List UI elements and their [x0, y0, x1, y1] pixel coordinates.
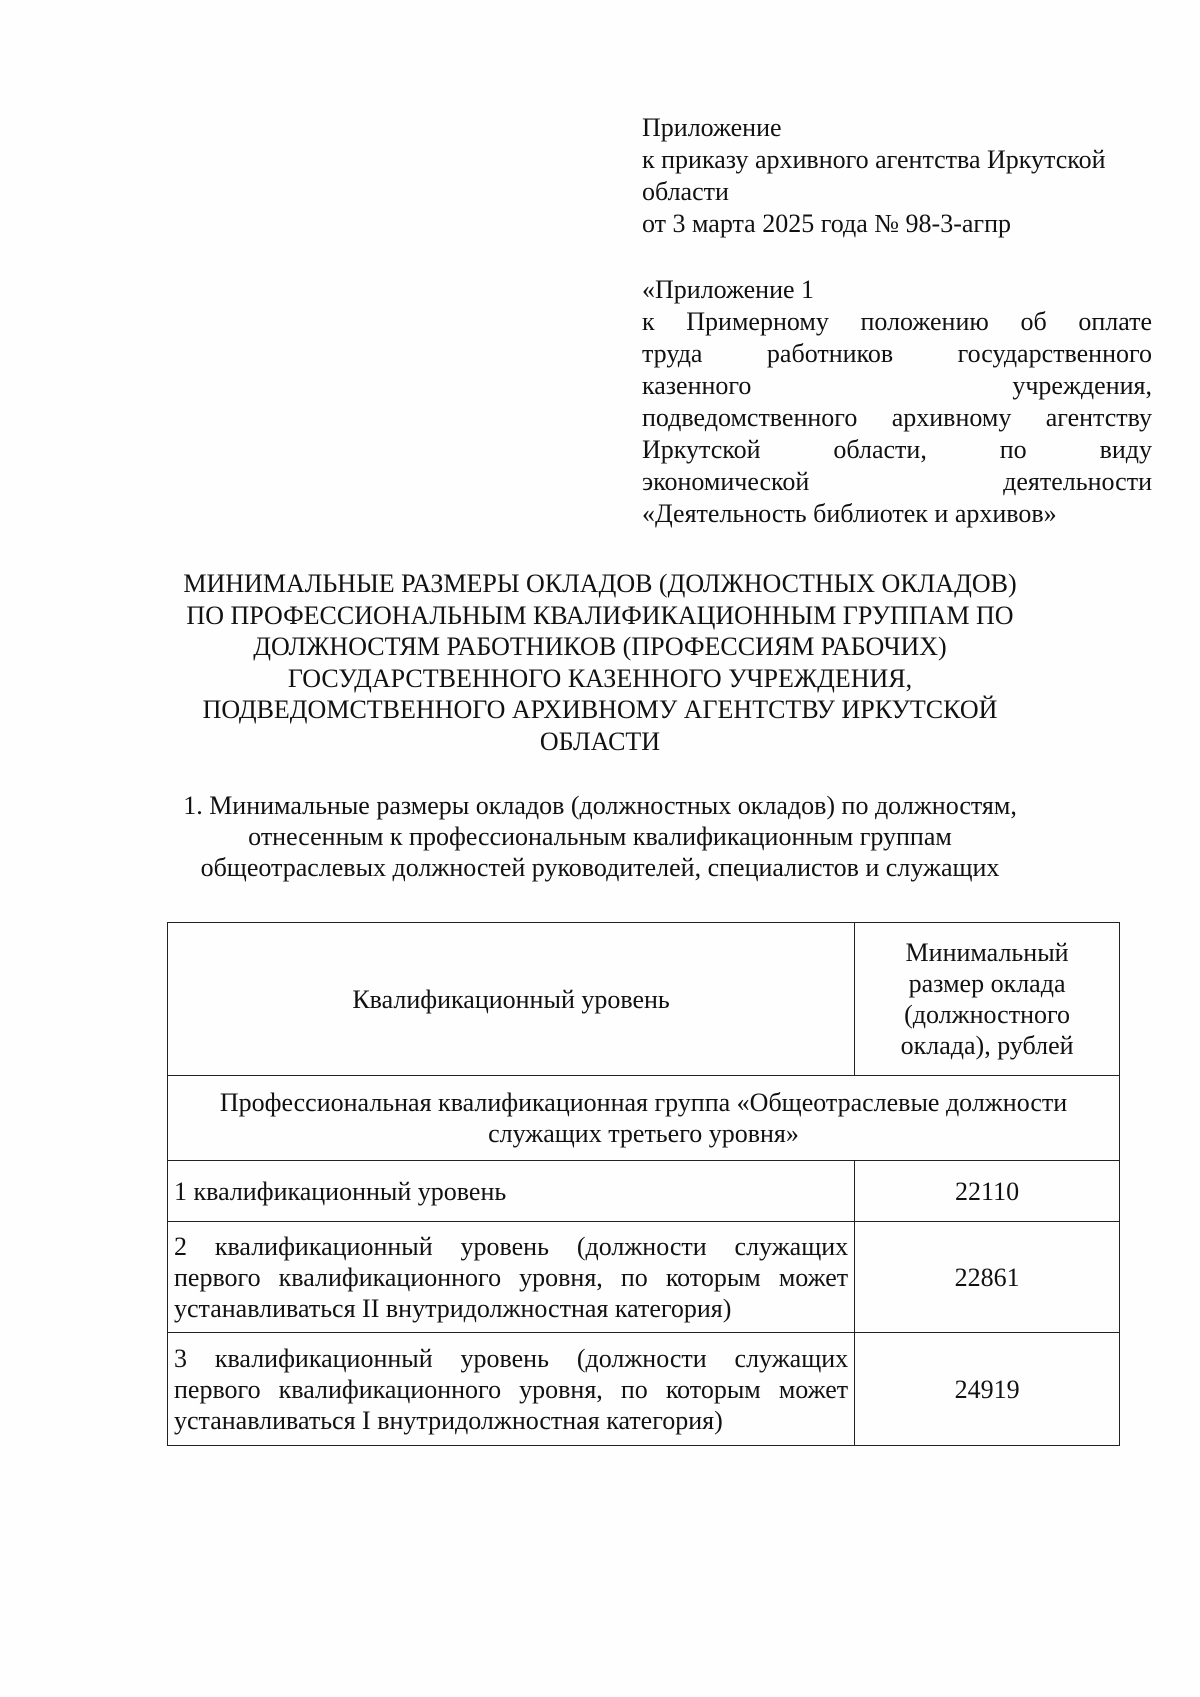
qualification-level-cell [168, 1222, 855, 1333]
section-heading-line: отнесенным к профессиональным квалификационным группам [248, 822, 952, 851]
appendix-line: Приложение [642, 113, 782, 142]
level-line: устанавливаться II внутридолжностная категория) [174, 1293, 732, 1323]
quoted-appendix-line: к Примерному положению об оплате [642, 307, 1152, 336]
section-heading [140, 790, 1060, 883]
header-rate-line: (должностного [904, 1000, 1071, 1029]
salary-value-cell: 22861 [855, 1222, 1120, 1333]
level-line: первого квалификационного уровня, по которым может [174, 1374, 849, 1404]
professional-group-name [168, 1076, 1120, 1161]
title-line: ДОЛЖНОСТЯМ РАБОТНИКОВ (ПРОФЕССИЯМ РАБОЧИХ) [253, 632, 947, 661]
title-line: ОБЛАСТИ [539, 726, 661, 756]
section-heading-line: общеотраслевых должностей руководителей, специалистов и служащих [200, 853, 1000, 882]
table-row [168, 1333, 1120, 1446]
level-line: 2 квалификационный уровень (должности служащих [174, 1231, 849, 1261]
title-line: ГОСУДАРСТВЕННОГО КАЗЕННОГО УЧРЕЖДЕНИЯ, [287, 663, 913, 693]
header-minimum-salary [855, 923, 1120, 1076]
quoted-appendix-line: подведомственного архивному агентству [642, 403, 1152, 432]
appendix-order-date: от 3 марта 2025 года № 98-3-агпр [642, 209, 1011, 238]
section-heading-line: 1. Минимальные размеры окладов (должностных окладов) по должностям, [183, 791, 1017, 820]
salary-table [167, 922, 1120, 1446]
quoted-appendix-line: Иркутской области, по виду [642, 435, 1152, 464]
appendix-reference [642, 112, 1152, 240]
appendix-line: области [642, 177, 729, 206]
group-line: Профессиональная квалификационная группа «Общеотраслевые должности [219, 1088, 1068, 1117]
salary-value-cell: 22110 [855, 1161, 1120, 1222]
quoted-appendix-line: «Деятельность библиотек и архивов» [642, 499, 1057, 528]
quoted-appendix-line: экономической деятельности [642, 467, 1152, 496]
qualification-level-cell [168, 1161, 855, 1222]
quoted-appendix-line: труда работников государственного [642, 339, 1152, 368]
quoted-appendix-line: казенного учреждения, [642, 371, 1152, 400]
header-qualification-level: Квалификационный уровень [168, 923, 855, 1076]
level-line: устанавливаться I внутридолжностная категория) [174, 1405, 723, 1435]
title-line: МИНИМАЛЬНЫЕ РАЗМЕРЫ ОКЛАДОВ (ДОЛЖНОСТНЫХ ОКЛАДОВ) [183, 569, 1017, 598]
table-row [168, 1222, 1120, 1333]
group-row [168, 1076, 1120, 1161]
table-header-row [168, 923, 1120, 1076]
header-rate-line: оклада), рублей [900, 1031, 1074, 1060]
quoted-appendix-reference [642, 274, 1152, 530]
title-line: ПОДВЕДОМСТВЕННОГО АРХИВНОМУ АГЕНТСТВУ ИРКУТСКОЙ [202, 695, 998, 724]
quoted-appendix-line: «Приложение 1 [642, 275, 815, 304]
appendix-line: к приказу архивного агентства Иркутской [642, 145, 1106, 174]
qualification-level-cell [168, 1333, 855, 1446]
level-line: 1 квалификационный уровень [174, 1176, 507, 1206]
title-line: ПО ПРОФЕССИОНАЛЬНЫМ КВАЛИФИКАЦИОННЫМ ГРУППАМ ПО [186, 600, 1014, 630]
level-line: первого квалификационного уровня, по которым может [174, 1262, 849, 1292]
header-rate-line: размер оклада [908, 969, 1066, 998]
salary-value-cell: 24919 [855, 1333, 1120, 1446]
group-line: служащих третьего уровня» [488, 1119, 799, 1148]
level-line: 3 квалификационный уровень (должности служащих [174, 1343, 849, 1373]
document-title [150, 568, 1050, 757]
table-row [168, 1161, 1120, 1222]
header-rate-line: Минимальный [905, 938, 1069, 967]
